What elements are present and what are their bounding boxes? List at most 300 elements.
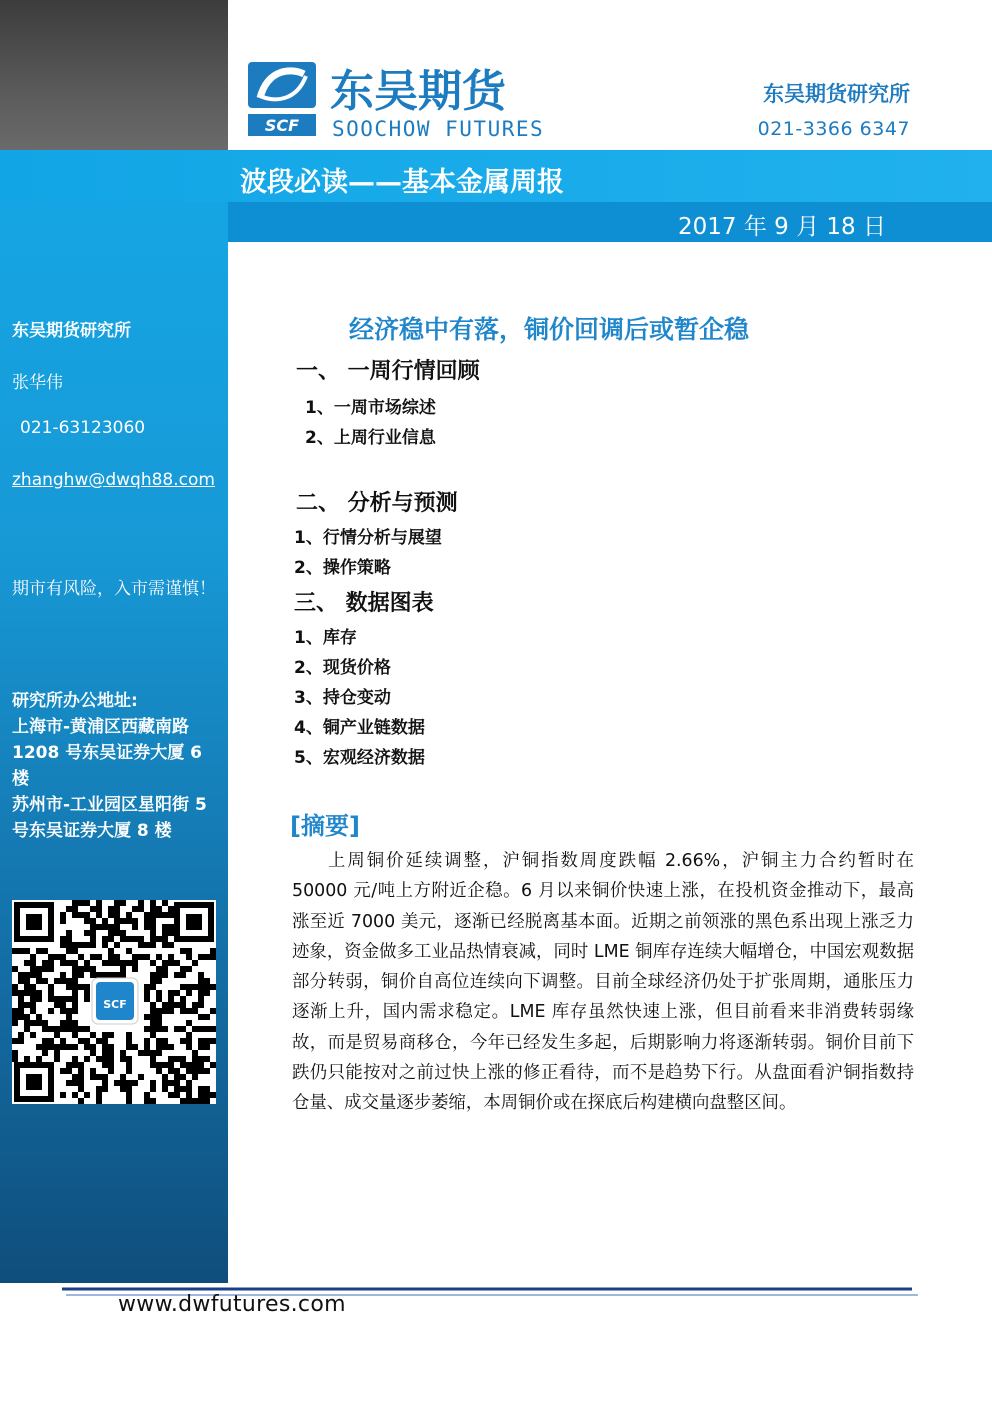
qr-module	[132, 960, 138, 966]
qr-module	[186, 1080, 192, 1086]
qr-module	[120, 1050, 126, 1056]
qr-module	[120, 936, 126, 942]
qr-module	[48, 1026, 54, 1032]
qr-module	[174, 972, 180, 978]
qr-module	[72, 972, 78, 978]
qr-module	[210, 954, 216, 960]
qr-module	[150, 912, 156, 918]
qr-module	[156, 1038, 162, 1044]
qr-module	[150, 960, 156, 966]
qr-module	[120, 930, 126, 936]
qr-module	[102, 1074, 108, 1080]
title-banner	[0, 150, 992, 202]
qr-module	[102, 1050, 108, 1056]
qr-module	[84, 990, 90, 996]
qr-module	[198, 1062, 204, 1068]
qr-module	[174, 1056, 180, 1062]
qr-module	[90, 1068, 96, 1074]
qr-module	[198, 1038, 204, 1044]
qr-module	[12, 1038, 18, 1044]
qr-module	[78, 1038, 84, 1044]
qr-module	[96, 954, 102, 960]
qr-module	[18, 990, 24, 996]
report-series-title: 波段必读——基本金属周报	[240, 167, 564, 198]
qr-module	[48, 1008, 54, 1014]
qr-module	[192, 1098, 198, 1104]
qr-module	[180, 972, 186, 978]
toc-item: 1、行情分析与展望	[294, 528, 442, 548]
qr-module	[90, 918, 96, 924]
qr-module	[168, 1056, 174, 1062]
qr-module	[144, 912, 150, 918]
qr-module	[48, 966, 54, 972]
qr-module	[30, 1020, 36, 1026]
qr-module	[120, 960, 126, 966]
address-line-1: 上海市-黄浦区西藏南路 1208 号东吴证券大厦 6 楼	[12, 717, 202, 789]
qr-module	[192, 1002, 198, 1008]
date-bar	[228, 202, 992, 242]
qr-module	[156, 912, 162, 918]
qr-module	[84, 1056, 90, 1062]
qr-module	[60, 1038, 66, 1044]
qr-module	[180, 966, 186, 972]
qr-module	[204, 1086, 210, 1092]
qr-module	[174, 1002, 180, 1008]
qr-module	[156, 1062, 162, 1068]
qr-module	[66, 906, 72, 912]
qr-module	[36, 1020, 42, 1026]
qr-module	[198, 1056, 204, 1062]
qr-module	[162, 1008, 168, 1014]
qr-module	[102, 924, 108, 930]
qr-module	[96, 972, 102, 978]
qr-module	[168, 1062, 174, 1068]
qr-module	[120, 900, 126, 906]
qr-module	[144, 924, 150, 930]
qr-module	[24, 1014, 30, 1020]
qr-module	[132, 924, 138, 930]
qr-module	[198, 1092, 204, 1098]
qr-module	[114, 900, 120, 906]
qr-module	[84, 984, 90, 990]
qr-module	[156, 906, 162, 912]
header-contact	[758, 78, 910, 140]
qr-module	[66, 1068, 72, 1074]
qr-module	[162, 966, 168, 972]
qr-module	[126, 1068, 132, 1074]
qr-module	[108, 1032, 114, 1038]
qr-module	[66, 1008, 72, 1014]
qr-module	[186, 1020, 192, 1026]
qr-module	[198, 978, 204, 984]
qr-module	[210, 1038, 216, 1044]
qr-code-graphic	[12, 900, 216, 1104]
qr-module	[78, 1098, 84, 1104]
qr-module	[66, 1080, 72, 1086]
qr-module	[48, 996, 54, 1002]
qr-module	[42, 948, 48, 954]
qr-module	[96, 1056, 102, 1062]
qr-module	[54, 1044, 60, 1050]
qr-module	[72, 966, 78, 972]
qr-module	[24, 948, 30, 954]
qr-module	[132, 966, 138, 972]
qr-module	[30, 1032, 36, 1038]
qr-module	[198, 990, 204, 996]
qr-module	[90, 972, 96, 978]
qr-module	[24, 1002, 30, 1008]
qr-module	[24, 984, 30, 990]
qr-module	[204, 954, 210, 960]
qr-module	[102, 918, 108, 924]
qr-module	[132, 936, 138, 942]
qr-module	[192, 1074, 198, 1080]
qr-module	[90, 954, 96, 960]
qr-module	[168, 1068, 174, 1074]
qr-module	[186, 1098, 192, 1104]
qr-module	[30, 966, 36, 972]
qr-module	[180, 1056, 186, 1062]
qr-module	[192, 1056, 198, 1062]
section-heading-3: 三、 数据图表	[294, 591, 434, 616]
qr-module	[72, 996, 78, 1002]
qr-module	[18, 1014, 24, 1020]
qr-module	[78, 1074, 84, 1080]
qr-module	[66, 1014, 72, 1020]
header-phone: 021-3366 6347	[757, 118, 910, 140]
qr-module	[90, 1032, 96, 1038]
qr-module	[90, 906, 96, 912]
qr-module	[156, 972, 162, 978]
qr-module	[78, 1026, 84, 1032]
qr-module	[120, 966, 126, 972]
qr-module	[186, 1062, 192, 1068]
qr-module	[204, 1092, 210, 1098]
qr-module	[162, 912, 168, 918]
qr-module	[84, 912, 90, 918]
qr-module	[114, 918, 120, 924]
qr-module	[180, 1008, 186, 1014]
qr-module	[18, 1038, 24, 1044]
qr-module	[84, 1038, 90, 1044]
qr-module	[48, 984, 54, 990]
qr-module	[162, 900, 168, 906]
qr-module	[60, 936, 66, 942]
qr-module	[96, 1098, 102, 1104]
qr-module	[90, 924, 96, 930]
qr-module	[150, 900, 156, 906]
qr-module	[138, 1074, 144, 1080]
toc-item: 4、铜产业链数据	[294, 718, 425, 738]
qr-module	[90, 930, 96, 936]
qr-module	[96, 1086, 102, 1092]
qr-module	[78, 984, 84, 990]
qr-module	[150, 918, 156, 924]
qr-module	[42, 1026, 48, 1032]
qr-module	[204, 984, 210, 990]
qr-module	[180, 1038, 186, 1044]
qr-module	[90, 1050, 96, 1056]
qr-module	[144, 1098, 150, 1104]
qr-module	[114, 912, 120, 918]
qr-module	[66, 1020, 72, 1026]
qr-module	[54, 978, 60, 984]
qr-module	[132, 906, 138, 912]
qr-module	[60, 1026, 66, 1032]
qr-module	[114, 954, 120, 960]
qr-module	[114, 942, 120, 948]
qr-module	[66, 996, 72, 1002]
qr-module	[162, 1080, 168, 1086]
qr-module	[186, 1038, 192, 1044]
qr-module	[126, 1038, 132, 1044]
qr-module	[72, 1020, 78, 1026]
qr-module	[72, 1008, 78, 1014]
qr-module	[126, 1086, 132, 1092]
qr-module	[174, 990, 180, 996]
qr-module	[186, 1068, 192, 1074]
qr-module	[48, 1038, 54, 1044]
brand-logo	[248, 62, 588, 146]
qr-module	[96, 924, 102, 930]
qr-module	[180, 1086, 186, 1092]
qr-module	[144, 954, 150, 960]
qr-module	[108, 936, 114, 942]
qr-module	[96, 1074, 102, 1080]
qr-module	[66, 930, 72, 936]
qr-module	[60, 1002, 66, 1008]
qr-module	[72, 1026, 78, 1032]
qr-module	[72, 984, 78, 990]
sidebar-institute: 东吴期货研究所	[12, 321, 131, 341]
qr-module	[186, 966, 192, 972]
qr-module	[174, 1026, 180, 1032]
qr-module	[84, 930, 90, 936]
qr-module	[168, 942, 174, 948]
qr-module	[132, 918, 138, 924]
qr-module	[150, 1008, 156, 1014]
footer-website-link[interactable]: www.dwfutures.com	[118, 1292, 346, 1317]
qr-module	[198, 954, 204, 960]
qr-module	[126, 1092, 132, 1098]
qr-module	[60, 918, 66, 924]
qr-module	[174, 1080, 180, 1086]
qr-module	[174, 1086, 180, 1092]
qr-module	[204, 1098, 210, 1104]
report-title: 经济稳中有落，铜价回调后或暂企稳	[349, 315, 750, 344]
header-dark-corner	[0, 0, 228, 150]
qr-module	[30, 990, 36, 996]
qr-module	[144, 1038, 150, 1044]
qr-module	[24, 978, 30, 984]
qr-module	[102, 960, 108, 966]
qr-module	[168, 930, 174, 936]
qr-module	[24, 972, 30, 978]
qr-module	[150, 1086, 156, 1092]
qr-module	[168, 990, 174, 996]
qr-module	[96, 1092, 102, 1098]
qr-module	[102, 1044, 108, 1050]
qr-module	[186, 948, 192, 954]
qr-module	[162, 1026, 168, 1032]
qr-module	[90, 966, 96, 972]
qr-module	[144, 1026, 150, 1032]
qr-module	[12, 1050, 18, 1056]
qr-module	[54, 1002, 60, 1008]
qr-module	[156, 1044, 162, 1050]
qr-module	[114, 1080, 120, 1086]
qr-module	[198, 1002, 204, 1008]
qr-module	[42, 1020, 48, 1026]
qr-module	[168, 912, 174, 918]
qr-module	[72, 906, 78, 912]
qr-module	[138, 900, 144, 906]
address-label: 研究所办公地址:	[12, 691, 138, 711]
qr-module	[126, 918, 132, 924]
qr-module	[126, 1056, 132, 1062]
qr-module	[198, 1026, 204, 1032]
qr-module	[198, 1098, 204, 1104]
qr-module	[150, 1080, 156, 1086]
qr-module	[150, 924, 156, 930]
toc-item: 2、操作策略	[294, 558, 391, 578]
qr-module	[126, 912, 132, 918]
qr-module	[72, 900, 78, 906]
qr-module	[120, 1080, 126, 1086]
qr-module	[186, 1044, 192, 1050]
qr-module	[96, 1038, 102, 1044]
qr-module	[192, 1008, 198, 1014]
qr-module	[42, 978, 48, 984]
qr-module	[192, 1026, 198, 1032]
qr-module	[36, 990, 42, 996]
qr-module	[162, 936, 168, 942]
qr-module	[126, 1062, 132, 1068]
qr-module	[24, 990, 30, 996]
qr-module	[12, 1056, 18, 1062]
header-institute: 东吴期货研究所	[763, 82, 910, 106]
qr-module	[150, 1026, 156, 1032]
qr-module	[72, 1002, 78, 1008]
qr-module	[204, 1056, 210, 1062]
qr-module	[36, 996, 42, 1002]
qr-module	[168, 924, 174, 930]
analyst-name: 张华伟	[12, 373, 63, 393]
qr-module	[144, 990, 150, 996]
qr-module	[150, 1002, 156, 1008]
qr-module	[24, 1020, 30, 1026]
qr-module	[192, 984, 198, 990]
qr-module	[150, 978, 156, 984]
qr-module	[102, 1038, 108, 1044]
qr-module	[156, 996, 162, 1002]
qr-module	[162, 1086, 168, 1092]
qr-module	[36, 1014, 42, 1020]
qr-module	[108, 912, 114, 918]
qr-module	[12, 990, 18, 996]
qr-module	[30, 954, 36, 960]
qr-module	[12, 1020, 18, 1026]
qr-module	[156, 1050, 162, 1056]
qr-module	[102, 1062, 108, 1068]
qr-module	[66, 1062, 72, 1068]
qr-module	[198, 996, 204, 1002]
qr-module	[180, 996, 186, 1002]
qr-module	[210, 1092, 216, 1098]
qr-module	[108, 1062, 114, 1068]
qr-module	[174, 1092, 180, 1098]
qr-module	[72, 1062, 78, 1068]
qr-module	[126, 1044, 132, 1050]
qr-module	[204, 1038, 210, 1044]
qr-module	[210, 1008, 216, 1014]
abstract-text: 上周铜价延续调整，沪铜指数周度跌幅 2.66%，沪铜主力合约暂时在 50000 元/吨上方附近企稳。6 月以来铜价快速上涨，在投机资金推动下，最高涨至近 7000 美元，逐渐已经脱离基本面。近期之前领涨的黑色系出现上涨乏力迹象，资金做多工业品热情衰减，同时 LME 铜库存连续大幅增仓，中国宏观数据部分转弱，铜价自高位连续向下调整。目前全球经济仍处于扩张周期，通胀压力逐渐上升，国内需求稳定。LME 库存虽然快速上涨，但目前看来非消费转弱缘故，而是贸易商移仓，今年已经发生多起，后期影响力将逐渐转弱。铜价目前下跌仍只能按对之前过快上涨的修正看待，而不是趋势下行。从盘面看沪铜指数持仓量、成交量逐步萎缩，本周铜价或在探底后构建横向盘整区间。	[292, 851, 914, 1114]
qr-module	[90, 1074, 96, 1080]
qr-module	[108, 1050, 114, 1056]
qr-module	[150, 1032, 156, 1038]
qr-module	[204, 1014, 210, 1020]
qr-module	[204, 1026, 210, 1032]
analyst-email-link[interactable]: zhanghw@dwqh88.com	[12, 470, 215, 490]
qr-module	[90, 942, 96, 948]
qr-module	[114, 930, 120, 936]
qr-module	[42, 1050, 48, 1056]
qr-module	[162, 1074, 168, 1080]
qr-module	[102, 1086, 108, 1092]
qr-module	[102, 1032, 108, 1038]
qr-module	[72, 990, 78, 996]
qr-module	[78, 900, 84, 906]
qr-module	[156, 1068, 162, 1074]
qr-module	[84, 1044, 90, 1050]
qr-module	[120, 1074, 126, 1080]
qr-module	[48, 954, 54, 960]
qr-module	[18, 948, 24, 954]
qr-module	[192, 960, 198, 966]
qr-module	[162, 1002, 168, 1008]
qr-module	[108, 906, 114, 912]
qr-module	[180, 1062, 186, 1068]
qr-module	[60, 1044, 66, 1050]
toc-item: 5、宏观经济数据	[294, 748, 425, 768]
qr-module	[186, 1008, 192, 1014]
qr-module	[156, 966, 162, 972]
qr-module	[180, 1002, 186, 1008]
qr-module	[192, 1062, 198, 1068]
qr-module	[108, 948, 114, 954]
qr-module	[102, 942, 108, 948]
qr-module	[54, 1026, 60, 1032]
qr-module	[198, 1044, 204, 1050]
qr-module	[138, 936, 144, 942]
qr-module	[60, 1092, 66, 1098]
qr-module	[108, 960, 114, 966]
qr-module	[150, 1020, 156, 1026]
qr-module	[204, 990, 210, 996]
qr-module	[174, 1068, 180, 1074]
qr-module	[150, 1056, 156, 1062]
qr-module	[72, 978, 78, 984]
qr-module	[114, 972, 120, 978]
qr-module	[132, 1044, 138, 1050]
qr-module	[72, 1044, 78, 1050]
qr-module	[180, 1074, 186, 1080]
qr-module	[138, 1050, 144, 1056]
brand-name-en: SOOCHOW FUTURES	[332, 117, 545, 141]
qr-module	[126, 936, 132, 942]
qr-module	[66, 978, 72, 984]
qr-module	[66, 960, 72, 966]
